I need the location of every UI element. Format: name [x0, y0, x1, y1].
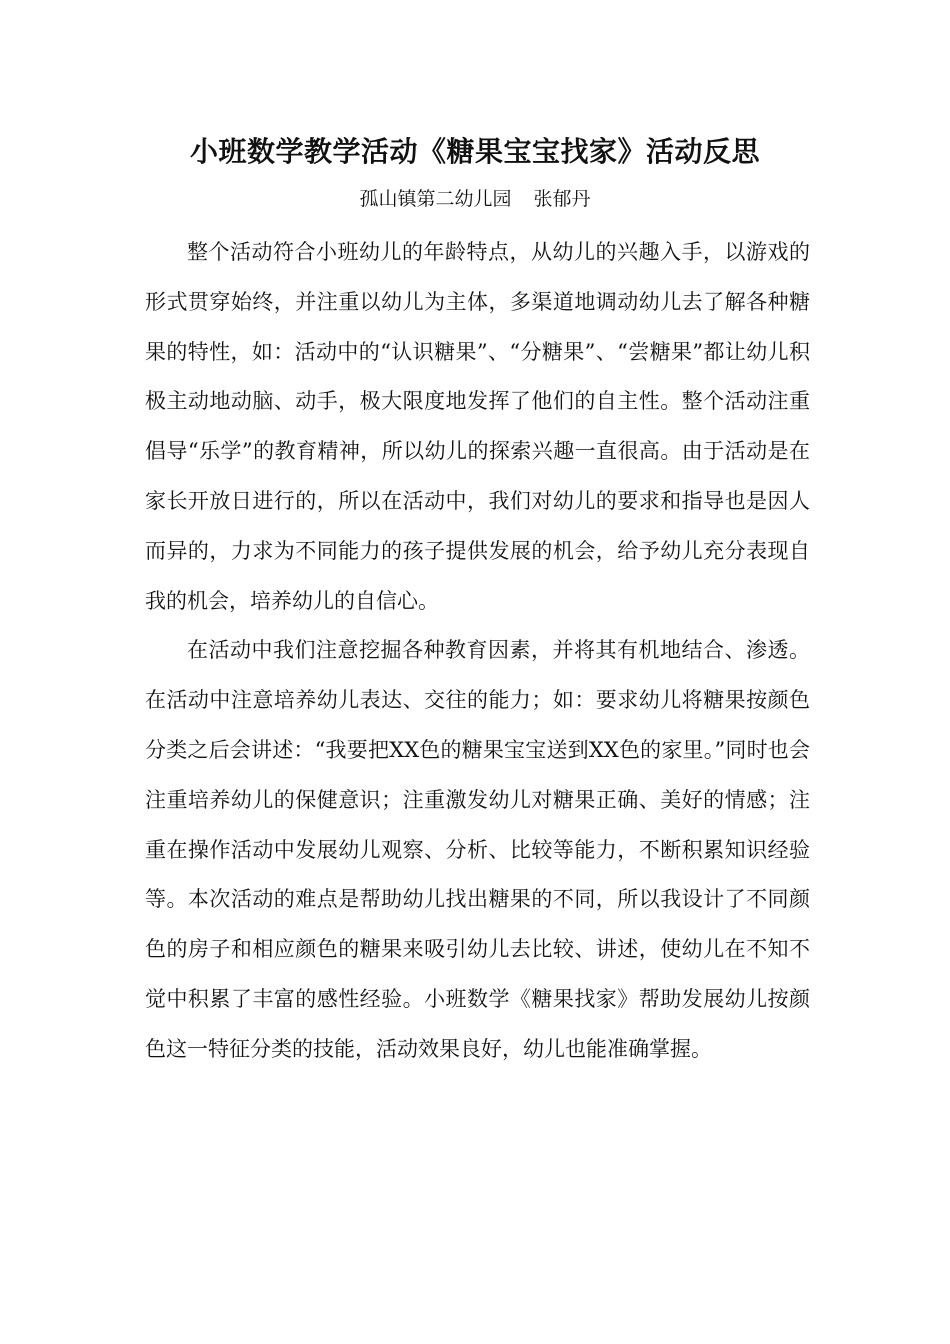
- document-title: 小班数学教学活动《糖果宝宝找家》活动反思: [189, 135, 760, 168]
- paragraph: 整个活动符合小班幼儿的年龄特点，从幼儿的兴趣入手，以游戏的形式贯穿始终，并注重以幼儿为主体，多渠道地调动幼儿去了解各种糖果的特性，如：活动中的“认识糖果”、“分糖果”、“尝糖果”都让幼儿积极主动地动脑、动手，极大限度地发挥了他们的自主性。整个活动注重倡导“乐学”的教育精神，所以幼儿的探索兴趣一直很高。由于活动是在家长开放日进行的，所以在活动中，我们对幼儿的要求和指导也是因人而异的，力求为不同能力的孩子提供发展的机会，给予幼儿充分表现自我的机会，培养幼儿的自信心。: [145, 240, 810, 613]
- document-body: [145, 228, 810, 1075]
- author-name: 张郁丹: [533, 188, 591, 210]
- author-byline: [0, 185, 950, 213]
- author-school: 孤山镇第二幼儿园: [359, 188, 512, 210]
- paragraph: 在活动中我们注意挖掘各种教育因素，并将其有机地结合、渗透。在活动中注意培养幼儿表达、交往的能力；如：要求幼儿将糖果按颜色分类之后会讲述：“我要把XX色的糖果宝宝送到XX色的家里。”同时也会注重培养幼儿的保健意识；注重激发幼儿对糖果正确、美好的情感；注重在操作活动中发展幼儿观察、分析、比较等能力，不断积累知识经验等。本次活动的难点是帮助幼儿找出糖果的不同，所以我设计了不同颜色的房子和相应颜色的糖果来吸引幼儿去比较、讲述，使幼儿在不知不觉中积累了丰富的感性经验。小班数学《糖果找家》帮助发展幼儿按颜色这一特征分类的技能，活动效果良好，幼儿也能准确掌握。: [145, 638, 810, 1061]
